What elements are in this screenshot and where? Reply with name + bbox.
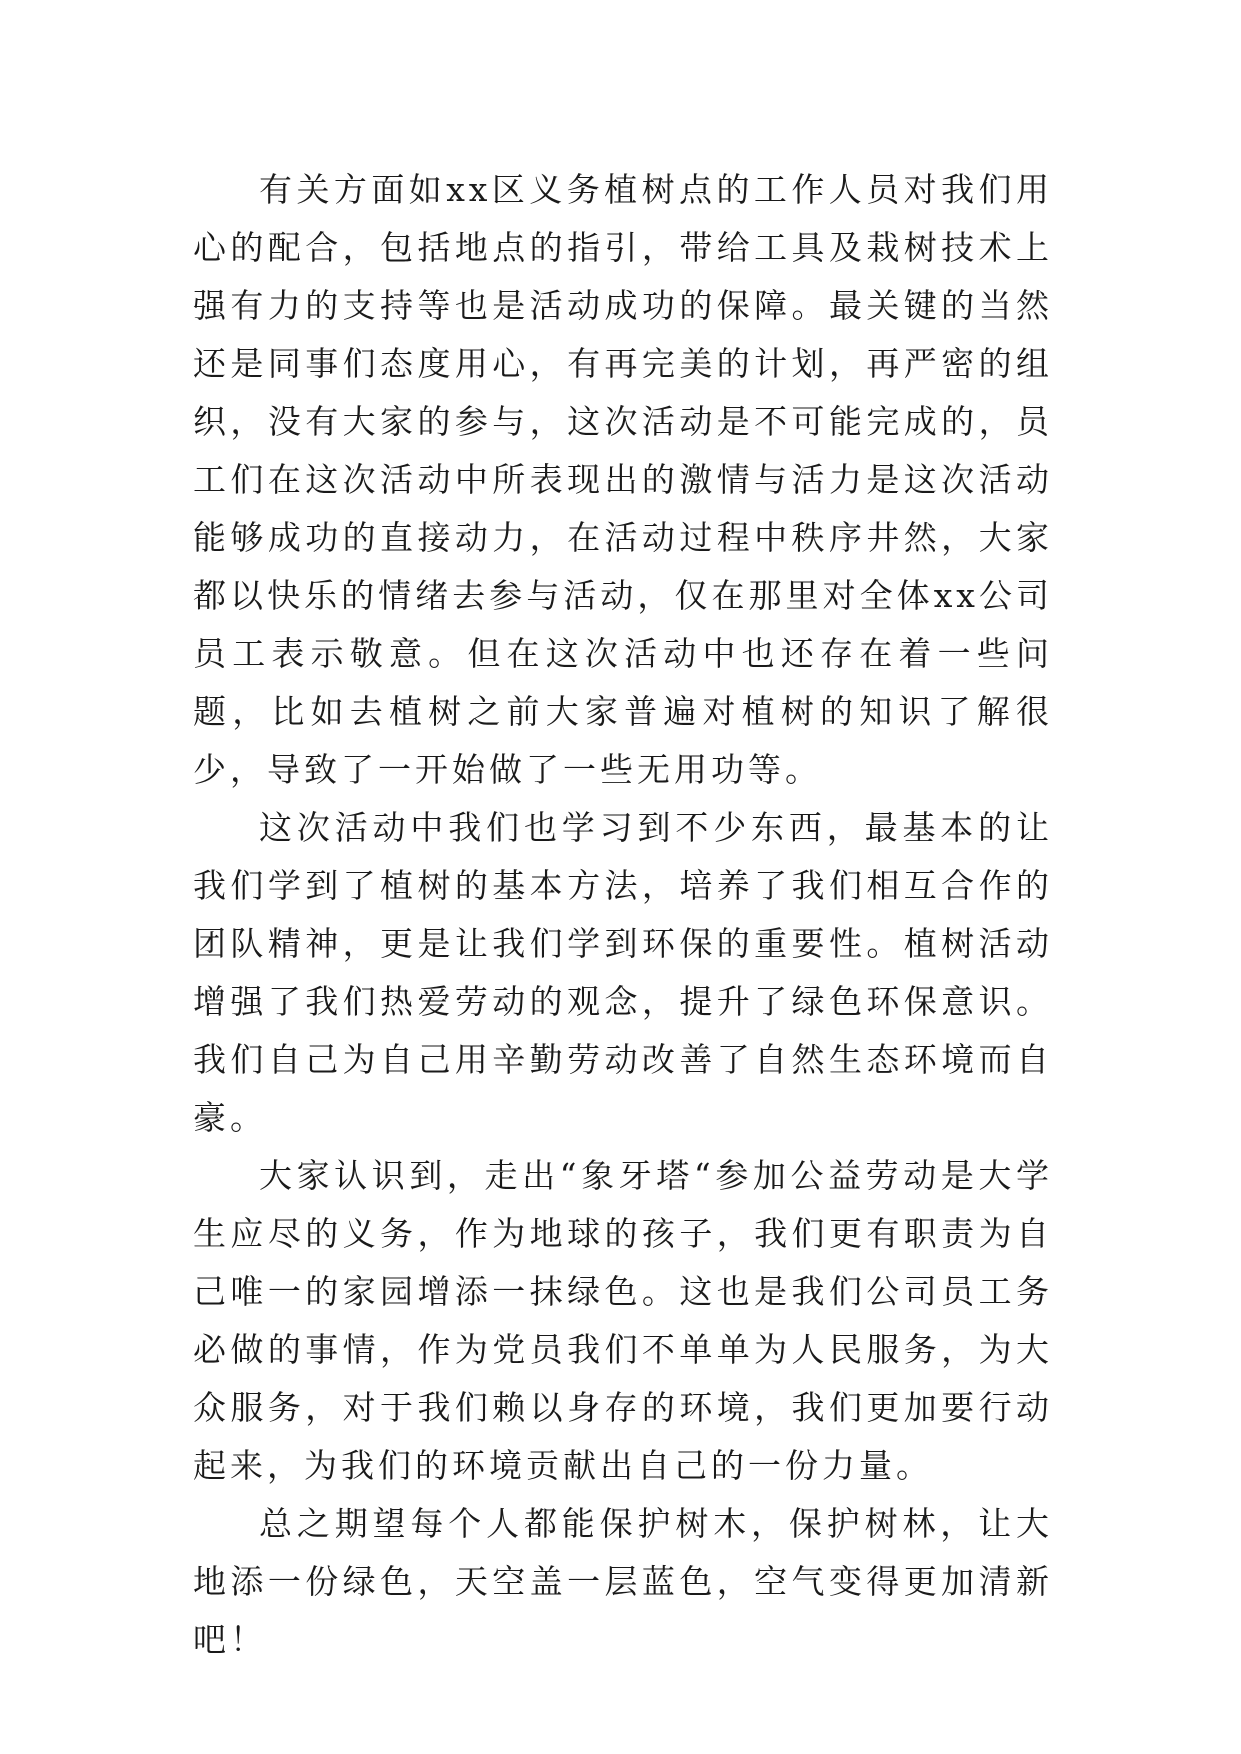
- paragraph-3: 大家认识到，走出“象牙塔“参加公益劳动是大学生应尽的义务，作为地球的孩子，我们更有职责为自己唯一的家园增添一抹绿色。这也是我们公司员工务必做的事情，作为党员我们不单单为人民服务，为大众服务，对于我们赖以身存的环境，我们更加要行动起来，为我们的环境贡献出自己的一份力量。: [193, 1156, 1053, 1485]
- paragraph-2: 这次活动中我们也学习到不少东西，最基本的让我们学到了植树的基本方法，培养了我们相互合作的团队精神，更是让我们学到环保的重要性。植树活动增强了我们热爱劳动的观念，提升了绿色环保意识。我们自己为自己用辛勤劳动改善了自然生态环境而自豪。: [193, 808, 1053, 1137]
- paragraph-1: 有关方面如xx区义务植树点的工作人员对我们用心的配合，包括地点的指引，带给工具及栽树技术上强有力的支持等也是活动成功的保障。最关键的当然还是同事们态度用心，有再完美的计划，再严密的组织，没有大家的参与，这次活动是不可能完成的，员工们在这次活动中所表现出的激情与活力是这次活动能够成功的直接动力，在活动过程中秩序井然，大家都以快乐的情绪去参与活动，仅在那里对全体xx公司员工表示敬意。但在这次活动中也还存在着一些问题，比如去植树之前大家普遍对植树的知识了解很少，导致了一开始做了一些无用功等。: [193, 170, 1053, 789]
- paragraph-4: 总之期望每个人都能保护树木，保护树林，让大地添一份绿色，天空盖一层蓝色，空气变得更加清新吧！: [193, 1504, 1053, 1659]
- document-body: [193, 161, 1053, 1669]
